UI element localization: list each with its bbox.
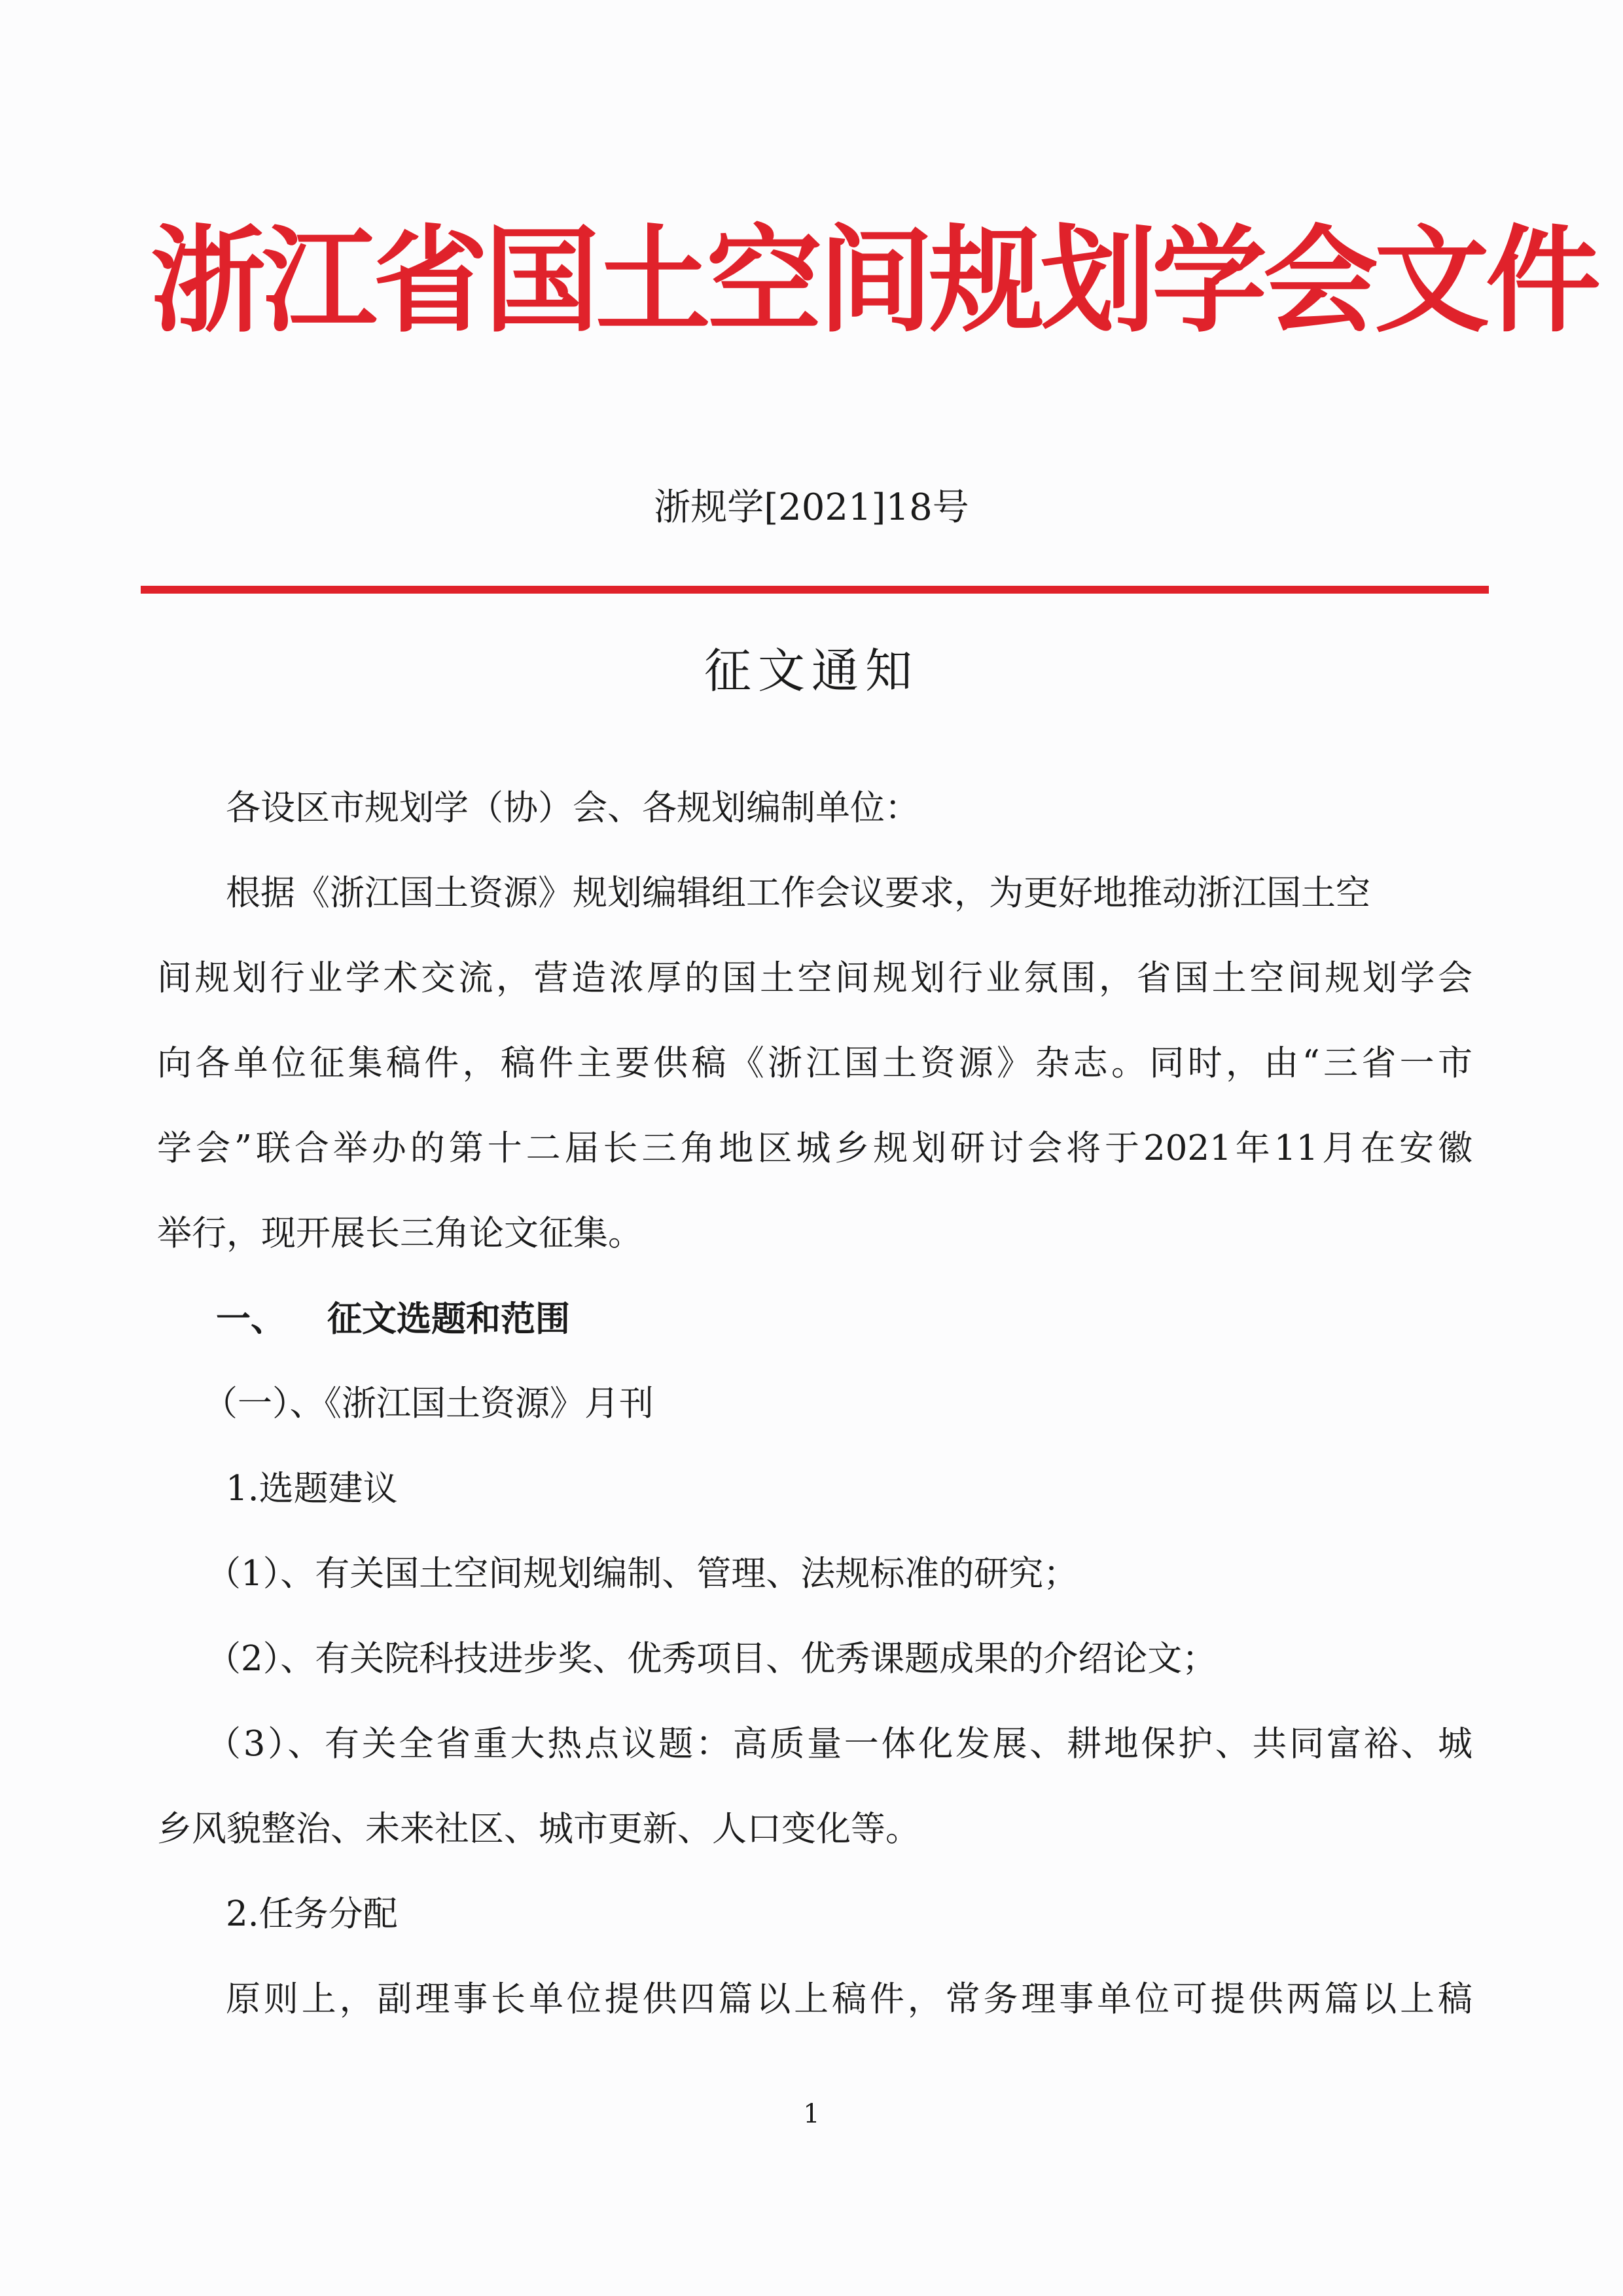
document-number: 浙规学[2021]18号 (654, 486, 969, 529)
list-item-continued: 乡风貌整治、未来社区、城市更新、人口变化等。 (157, 1809, 920, 1849)
item-heading: 2.任务分配 (226, 1894, 398, 1934)
subsection-heading: （一）、《浙江国土资源》月刊 (203, 1384, 654, 1424)
list-item: （1）、有关国土空间规划编制、管理、法规标准的研究； (206, 1554, 1079, 1594)
section-number: 一、 (216, 1299, 285, 1339)
item-heading: 1.选题建议 (226, 1469, 398, 1509)
list-item: （3）、有关全省重大热点议题：高质量一体化发展、耕地保护、共同富裕、城 (206, 1724, 1472, 1764)
section-heading (216, 1293, 570, 1345)
intro-line: 根据《浙江国土资源》规划编辑组工作会议要求，为更好地推动浙江国土空 (226, 873, 1370, 913)
intro-line: 向各单位征集稿件，稿件主要供稿《浙江国土资源》杂志。同时，由“三省一市 (157, 1043, 1472, 1083)
intro-line: 学会”联合举办的第十二届长三角地区城乡规划研讨会将于2021年11月在安徽 (157, 1128, 1472, 1168)
list-item: （2）、有关院科技进步奖、优秀项目、优秀课题成果的介绍论文； (206, 1639, 1217, 1679)
intro-line: 举行，现开展长三角论文征集。 (157, 1213, 643, 1253)
page-number: 1 (803, 2099, 820, 2129)
salutation: 各设区市规划学（协）会、各规划编制单位： (226, 788, 919, 828)
intro-line: 间规划行业学术交流，营造浓厚的国土空间规划行业氛围，省国土空间规划学会 (157, 958, 1472, 998)
red-divider-line (141, 586, 1489, 594)
masthead-title: 浙江省国土空间规划学会文件 (151, 214, 1597, 348)
section-title: 征文选题和范围 (327, 1299, 570, 1339)
paragraph-text: 原则上，副理事长单位提供四篇以上稿件，常务理事单位可提供两篇以上稿 (226, 1979, 1472, 2019)
notice-title: 征文通知 (704, 643, 919, 698)
